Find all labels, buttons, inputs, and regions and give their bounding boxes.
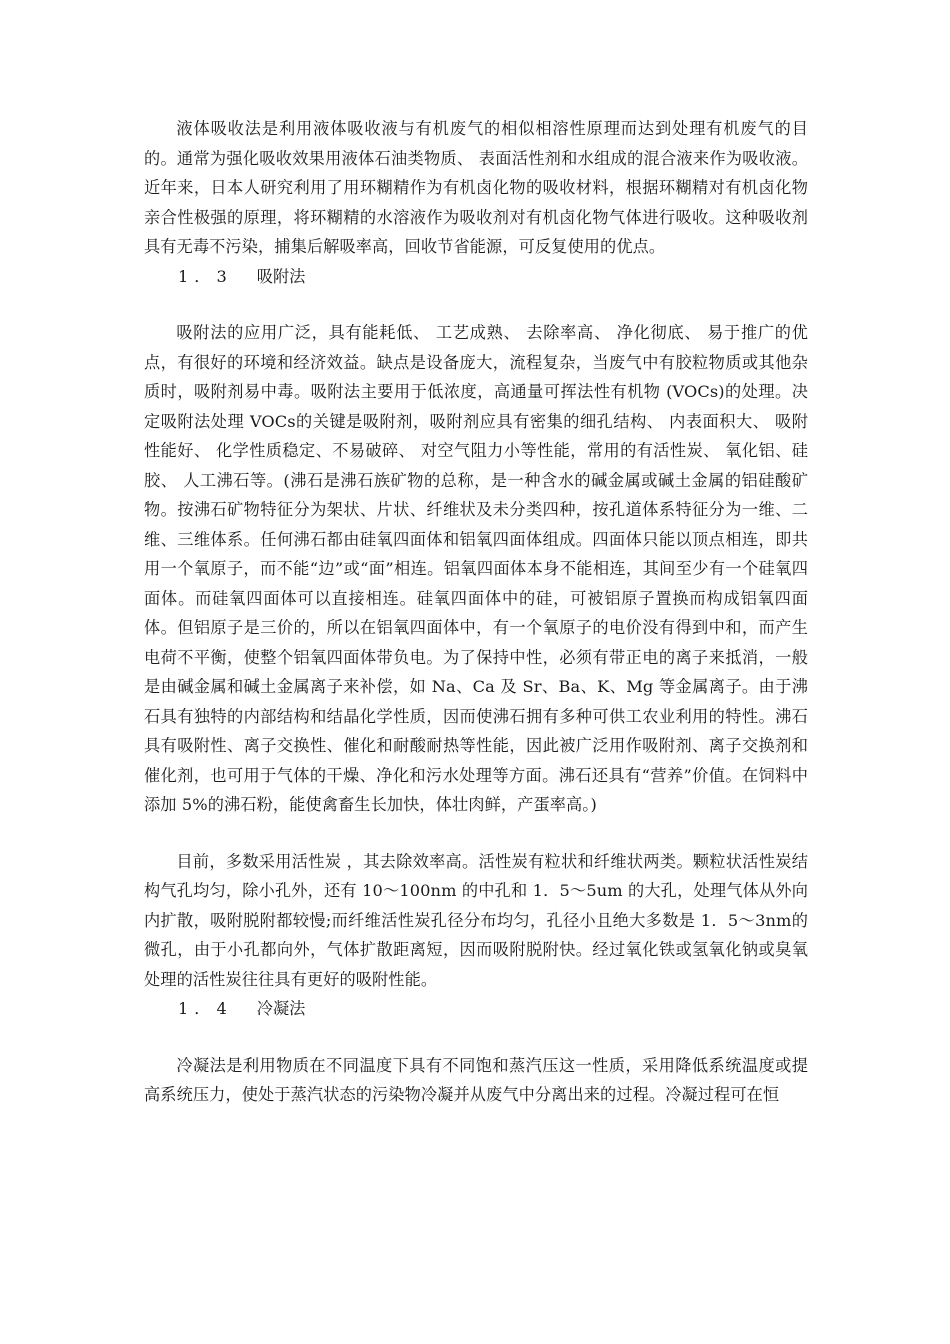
section-title: 吸附法: [256, 266, 306, 286]
paragraph-adsorption: 吸附法的应用广泛，具有能耗低、 工艺成熟、 去除率高、 净化彻底、 易于推广的优点，有很好的环境和经济效益。缺点是设备庞大，流程复杂，当废气中有胶粒物质或其他杂质时，吸附剂易中毒。吸附法主要用于低浓度，高通量可挥法性有机物 (VOCs)的处理。决定吸附法处理 VOCs的关键是吸附剂，吸附剂应具有密集的细孔结构、 内表面积大、 吸附性能好、 化学性质稳定、不易破碎、 对空气阻力小等性能，常用的有活性炭、 氧化铝、硅胶、 人工沸石等。(沸石是沸石族矿物的总称，是一种含水的碱金属或碱土金属的铝硅酸矿物。按沸石矿物特征分为架状、片状、纤维状及未分类四种，按孔道体系特征分为一维、二维、三维体系。任何沸石都由硅氧四面体和铝氧四面体组成。四面体只能以顶点相连，即共用一个氧原子，而不能“边”或“面”相连。铝氧四面体本身不能相连，其间至少有一个硅氧四面体。而硅氧四面体可以直接相连。硅氧四面体中的硅，可被铝原子置换而构成铝氧四面体。但铝原子是三价的，所以在铝氧四面体中，有一个氧原子的电价没有得到中和，而产生电荷不平衡，使整个铝氧四面体带负电。为了保持中性，必须有带正电的离子来抵消，一般是由碱金属和碱土金属离子来补偿，如 Na、Ca 及 Sr、Ba、K、Mg 等金属离子。由于沸石具有独特的内部结构和结晶化学性质，因而使沸石拥有多种可供工农业利用的特性。沸石具有吸附性、离子交换性、催化和耐酸耐热等性能，因此被广泛用作吸附剂、离子交换剂和催化剂，也可用于气体的干燥、净化和污水处理等方面。沸石还具有“营养”价值。在饲料中添加 5%的沸石粉，能使禽畜生长加快，体壮肉鲜，产蛋率高。): [144, 323, 808, 814]
section-heading-condensation: [144, 994, 808, 1024]
section-title: 冷凝法: [256, 999, 306, 1018]
paragraph-activated-carbon: 目前，多数采用活性炭 ，其去除效率高。活性炭有粒状和纤维状两类。颗粒状活性炭结构气孔均匀，除小孔外，还有 10～100nm 的中孔和 1．5～5um 的大孔，处理气体从外向内扩散，吸附脱附都较慢;而纤维活性炭孔径分布均匀，孔径小且绝大多数是 1．5～3nm的微孔，由于小孔都向外，气体扩散距离短，因而吸附脱附快。经过氧化铁或氢氧化钠或臭氧处理的活性炭往往具有更好的吸附性能。: [144, 851, 808, 989]
section-number: 1．3: [178, 266, 233, 286]
paragraph-condensation: 冷凝法是利用物质在不同温度下具有不同饱和蒸汽压这一性质，采用降低系统温度或提高系统压力，使处于蒸汽状态的污染物冷凝并从废气中分离出来的过程。冷凝过程可在恒: [144, 1055, 808, 1104]
paragraph-liquid-absorption: 液体吸收法是利用液体吸收液与有机废气的相似相溶性原理而达到处理有机废气的目的。通常为强化吸收效果用液体石油类物质、 表面活性剂和水组成的混合液来作为吸收液。近年来，日本人研究利用了用环糊精作为有机卤化物的吸收材料，根据环糊精对有机卤化物亲合性极强的原理，将环糊精的水溶液作为吸收剂对有机卤化物气体进行吸收。这种吸收剂具有无毒不污染，捕集后解吸率高，回收节省能源，可反复使用的优点。: [144, 119, 808, 256]
section-heading-adsorption: [144, 262, 808, 292]
section-number: 1．4: [178, 999, 233, 1018]
document-page: [144, 114, 808, 1110]
